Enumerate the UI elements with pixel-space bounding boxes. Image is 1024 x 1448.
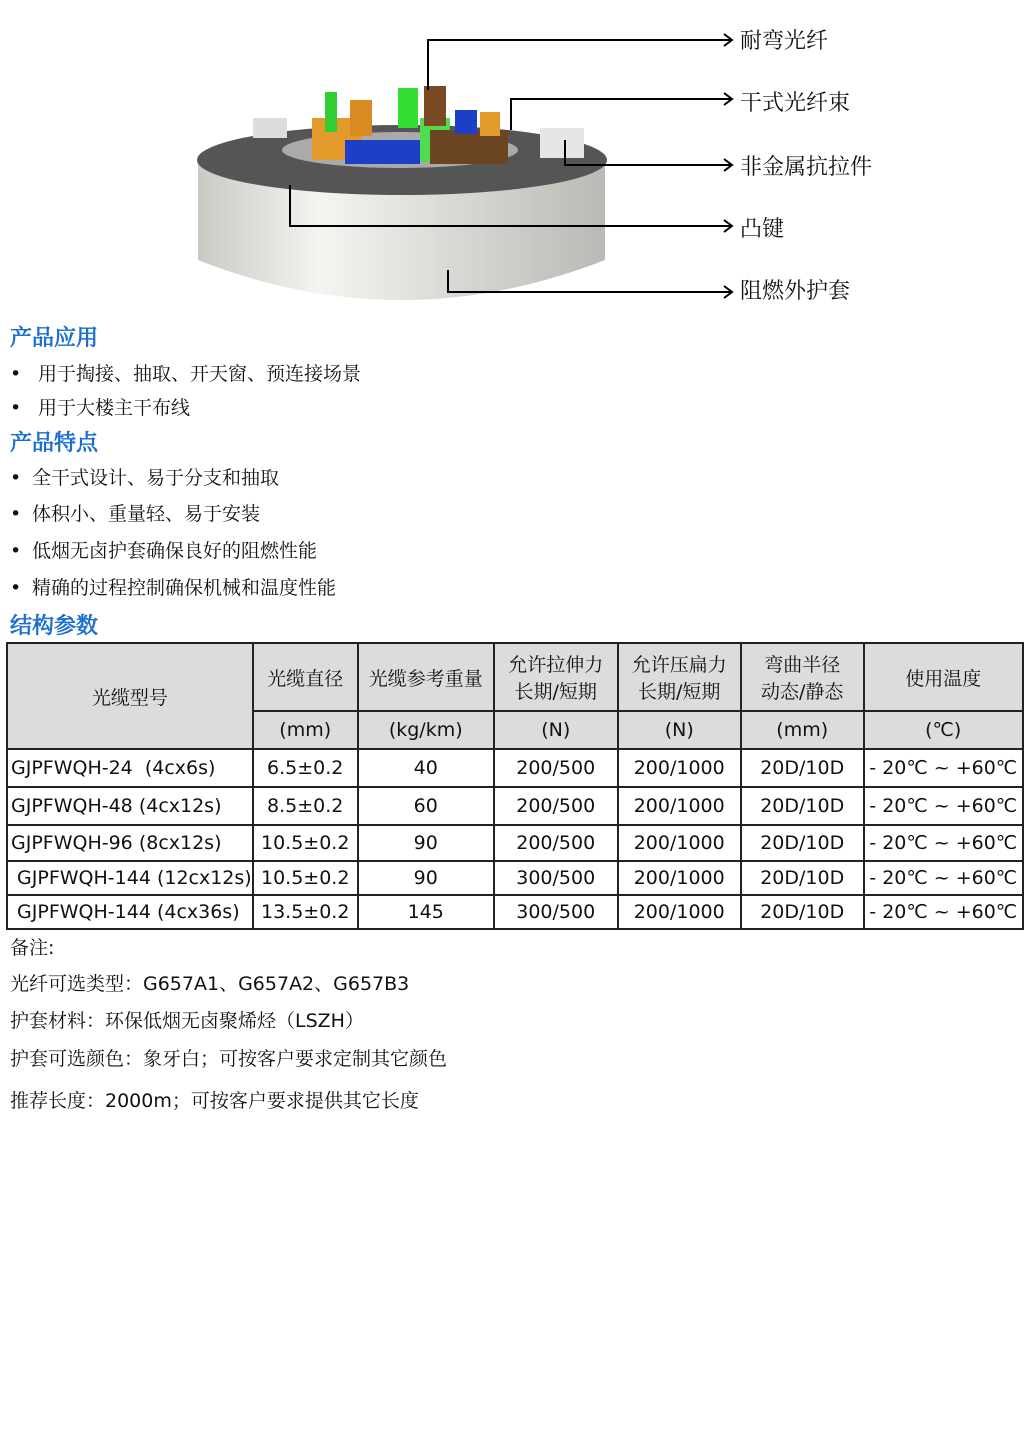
table-cell: 200/1000 bbox=[618, 749, 741, 787]
table-cell: 20D/10D bbox=[741, 861, 864, 895]
table-cell: 6.5±0.2 bbox=[253, 749, 358, 787]
table-cell: 200/500 bbox=[494, 787, 618, 825]
table-cell: 200/1000 bbox=[618, 825, 741, 861]
list-item: • 全干式设计、易于分支和抽取 bbox=[10, 467, 280, 489]
table-cell: 40 bbox=[358, 749, 494, 787]
section-title-parameters: 结构参数 bbox=[10, 614, 99, 639]
table-cell: 20D/10D bbox=[741, 749, 864, 787]
table-cell: 200/500 bbox=[494, 825, 618, 861]
parameters-table bbox=[6, 642, 1024, 930]
header-temperature: 使用温度 bbox=[864, 643, 1023, 711]
table-cell: 300/500 bbox=[494, 895, 618, 929]
list-item: • 用于掏接、抽取、开天窗、预连接场景 bbox=[10, 363, 362, 385]
unit-cell: (mm) bbox=[741, 711, 864, 749]
table-cell: 200/1000 bbox=[618, 895, 741, 929]
table-cell: - 20℃ ~ +60℃ bbox=[864, 895, 1023, 929]
list-item: • 低烟无卤护套确保良好的阻燃性能 bbox=[10, 540, 318, 562]
list-item: • 体积小、重量轻、易于安装 bbox=[10, 503, 261, 525]
table-cell: 60 bbox=[358, 787, 494, 825]
table-cell: 20D/10D bbox=[741, 895, 864, 929]
table-cell: 200/1000 bbox=[618, 787, 741, 825]
table-cell: GJPFWQH-144 (4cx36s) bbox=[7, 895, 253, 929]
note-length: 推荐长度：2000m；可按客户要求提供其它长度 bbox=[10, 1090, 419, 1112]
table-cell: 13.5±0.2 bbox=[253, 895, 358, 929]
section-title-features: 产品特点 bbox=[10, 431, 99, 456]
table-cell: 20D/10D bbox=[741, 787, 864, 825]
table-cell: - 20℃ ~ +60℃ bbox=[864, 861, 1023, 895]
table-row bbox=[7, 749, 1023, 787]
unit-cell: (mm) bbox=[253, 711, 358, 749]
header-weight: 光缆参考重量 bbox=[358, 643, 494, 711]
label-dry-fiber-bundle: 干式光纤束 bbox=[740, 91, 851, 116]
table-cell: 8.5±0.2 bbox=[253, 787, 358, 825]
list-item: • 精确的过程控制确保机械和温度性能 bbox=[10, 577, 337, 599]
list-item: • 用于大楼主干布线 bbox=[10, 397, 191, 419]
table-cell: - 20℃ ~ +60℃ bbox=[864, 787, 1023, 825]
unit-cell: (N) bbox=[494, 711, 618, 749]
table-cell: GJPFWQH-24 (4cx6s) bbox=[7, 749, 253, 787]
note-jacket-material: 护套材料：环保低烟无卤聚烯烃（LSZH） bbox=[10, 1010, 364, 1032]
table-cell: 145 bbox=[358, 895, 494, 929]
table-row bbox=[7, 895, 1023, 929]
table-cell: 200/1000 bbox=[618, 861, 741, 895]
header-crush: 允许压扁力 长期/短期 bbox=[618, 643, 741, 711]
table-cell: GJPFWQH-48 (4cx12s) bbox=[7, 787, 253, 825]
unit-cell: (N) bbox=[618, 711, 741, 749]
header-diameter: 光缆直径 bbox=[253, 643, 358, 711]
table-row bbox=[7, 861, 1023, 895]
label-bend-insensitive-fiber: 耐弯光纤 bbox=[740, 29, 829, 54]
note-fiber-types: 光纤可选类型：G657A1、G657A2、G657B3 bbox=[10, 973, 410, 995]
table-cell: 20D/10D bbox=[741, 825, 864, 861]
header-tensile: 允许拉伸力 长期/短期 bbox=[494, 643, 618, 711]
table-cell: 90 bbox=[358, 861, 494, 895]
table-row bbox=[7, 787, 1023, 825]
label-nonmetal-strength-member: 非金属抗拉件 bbox=[740, 155, 873, 180]
note-jacket-color: 护套可选颜色：象牙白；可按客户要求定制其它颜色 bbox=[10, 1048, 448, 1070]
table-cell: 300/500 bbox=[494, 861, 618, 895]
table-cell: 10.5±0.2 bbox=[253, 861, 358, 895]
table-cell: - 20℃ ~ +60℃ bbox=[864, 749, 1023, 787]
label-flame-retardant-jacket: 阻燃外护套 bbox=[740, 279, 851, 304]
header-model: 光缆型号 bbox=[7, 643, 253, 749]
header-bend-radius: 弯曲半径 动态/静态 bbox=[741, 643, 864, 711]
unit-cell: (℃) bbox=[864, 711, 1023, 749]
table-cell: 10.5±0.2 bbox=[253, 825, 358, 861]
label-key-ridge: 凸键 bbox=[740, 217, 785, 242]
table-cell: - 20℃ ~ +60℃ bbox=[864, 825, 1023, 861]
table-row bbox=[7, 825, 1023, 861]
section-title-application: 产品应用 bbox=[10, 326, 99, 351]
unit-cell: (kg/km) bbox=[358, 711, 494, 749]
table-cell: GJPFWQH-144 (12cx12s) bbox=[7, 861, 253, 895]
table-cell: 90 bbox=[358, 825, 494, 861]
notes-label: 备注: bbox=[10, 937, 55, 959]
table-cell: GJPFWQH-96 (8cx12s) bbox=[7, 825, 253, 861]
table-cell: 200/500 bbox=[494, 749, 618, 787]
